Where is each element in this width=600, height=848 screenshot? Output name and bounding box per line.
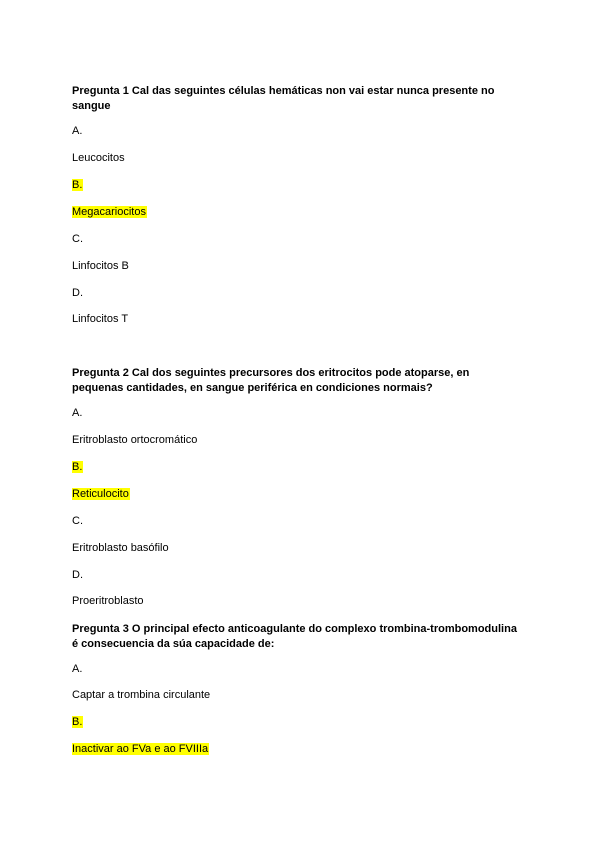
q2-option-a-text: Eritroblasto ortocromático (72, 434, 198, 446)
q1-option-a-text: Leucocitos (72, 152, 125, 164)
q1-option-d-letter: D. (72, 287, 83, 299)
q1-option-b-text: Megacariocitos (72, 206, 146, 218)
q1-option-c-text: Linfocitos B (72, 260, 129, 272)
question-3-title: Pregunta 3 O principal efecto anticoagulante do complexo trombina-trombomodulina é consecuencia da súa capacidade de: (72, 623, 517, 650)
q2-option-c-text: Eritroblasto basófilo (72, 542, 169, 554)
q1-option-d-text: Linfocitos T (72, 313, 129, 325)
q2-option-c-letter: C. (72, 515, 83, 527)
q1-option-b-letter: B. (72, 179, 83, 191)
q2-option-d-letter: D. (72, 569, 83, 581)
q3-option-b-text: Inactivar ao FVa e ao FVIIIa (72, 743, 209, 755)
q3-option-a-text: Captar a trombina circulante (72, 689, 211, 701)
q2-option-b-letter: B. (72, 461, 83, 473)
q3-option-a-letter: A. (72, 663, 83, 675)
q2-option-b-text: Reticulocito (72, 488, 129, 500)
q3-option-b-letter: B. (72, 716, 83, 728)
question-1-title: Pregunta 1 Cal das seguintes células hemáticas non vai estar nunca presente no sangue (72, 85, 495, 112)
question-2-title: Pregunta 2 Cal dos seguintes precursores dos eritrocitos pode atoparse, en pequenas cantidades, en sangue periférica en condiciones normais? (72, 367, 470, 394)
q2-option-d-text: Proeritroblasto (72, 595, 144, 607)
q1-option-a-letter: A. (72, 125, 83, 137)
q2-option-a-letter: A. (72, 407, 83, 419)
q1-option-c-letter: C. (72, 233, 83, 245)
